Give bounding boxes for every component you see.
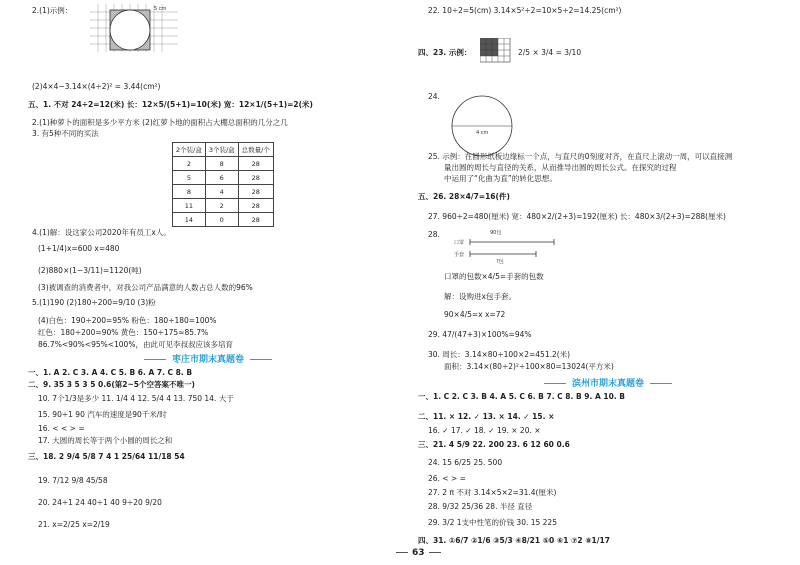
answer-24: 24. [428, 92, 440, 101]
calc-20: 20. 24÷1 24 40÷1 40 9÷20 9/20 [38, 498, 162, 507]
combination-table [172, 142, 274, 227]
answer-28-1: 口罩的包数×4/5=手套的包数 [444, 272, 544, 281]
answer-5-1: 五、1. 不对 24÷2=12(米) 长：12×5/(5+1)=10(米) 宽：12×1/(5+1)=2(米) [28, 100, 313, 109]
answer-30-b: 面积：3.14×(80÷2)²÷100×80=13024(平方米) [444, 362, 614, 371]
page-number: 63 [392, 548, 445, 558]
fill-9: 二、9. 35 3 5 3 5 0.6(第2~5个空答案不唯一) [28, 380, 195, 389]
answer-27: 27. 960÷2=480(厘米) 宽：480×2/(2+3)=192(厘米) 长：480×3/(2+3)=288(厘米) [428, 212, 726, 221]
section-title-zaozhuang: 枣庄市期末真题卷 [138, 352, 278, 365]
answer-4-2: (2)880×(1−3/11)=1120(吨) [38, 266, 142, 275]
answer-30-a: 30. 周长：3.14×80÷100×2=451.2(米) [428, 350, 571, 359]
answer-2-1: 2.(1)示例： [32, 6, 73, 15]
calc-21: 21. x=2/25 x=2/19 [38, 520, 110, 529]
fill-21: 三、21. 4 5/9 22. 200 23. 6 12 60 0.6 [418, 440, 570, 449]
answer-5-stats: 5.(1)190 (2)180÷200=9/10 (3)粉 [32, 298, 156, 307]
answer-28: 28. [428, 230, 440, 239]
figure-label: 5 cm [154, 6, 167, 12]
fill-16: 16. < < > = [38, 424, 85, 433]
svg-text:?包: ?包 [496, 259, 504, 264]
fill-29: 29. 3/2 1支中性笔的价钱 30. 15 225 [428, 518, 557, 527]
svg-text:90包: 90包 [490, 230, 502, 236]
answer-22: 22. 10÷2=5(cm) 3.14×5²÷2=10×5÷2=14.25(cm²) [428, 6, 622, 15]
answer-25-c: 中运用了“化曲为直”的转化思想。 [444, 174, 557, 183]
calc-31: 四、31. ①6/7 ②1/6 ③5/3 ④8/21 ⑤0 ⑥1 ⑦2 ⑧1/17 [418, 536, 610, 545]
judge-16: 16. ✓ 17. ✓ 18. ✓ 19. × 20. × [428, 426, 541, 435]
svg-text:手套: 手套 [454, 252, 465, 258]
svg-text:口罩: 口罩 [454, 240, 465, 246]
answer-5-4a: (4)白色：190÷200=95% 粉色：180÷180=100% [38, 316, 217, 325]
table-row: 14 0 28 [173, 213, 274, 227]
section-title-binzhou: 滨州市期末真题卷 [538, 376, 678, 389]
answer-25-b: 量出圆的周长与直径的关系，从而推导出圆的周长公式。在探究的过程 [444, 163, 677, 172]
answer-2-2: (2)4×4−3.14×(4÷2)² = 3.44(cm²) [32, 82, 161, 91]
answer-29: 29. 47/(47+3)×100%=94% [428, 330, 532, 339]
fill-17: 17. 大圆的周长等于两个小圆的周长之和 [38, 436, 173, 445]
answer-5-4b: 红色：180÷200=90% 黄色：150÷175≈85.7% [38, 328, 209, 337]
fill-10: 10. 7个1/3是多少 11. 1/4 4 12. 5/4 4 13. 750 14. 大于 [38, 394, 234, 403]
fill-26: 26. < > = [428, 474, 466, 483]
answer-25-a: 25. 示例：在圆形纸板边缘标一个点，与直尺的0刻度对齐，在直尺上滚动一周，可以直接测 [428, 152, 733, 161]
table-row: 11 2 28 [173, 199, 274, 213]
answer-4-3: (3)被调查的消费者中，对我公司产品满意的人数占总人数的96% [38, 283, 253, 292]
fill-28: 28. 9/32 25/36 28. 半径 直径 [428, 502, 533, 511]
circle-figure [450, 94, 514, 158]
fill-27: 27. 2 π 不对 3.14×5×2=31.4(厘米) [428, 488, 557, 497]
table-row: 2 8 28 [173, 157, 274, 171]
table-row: 2个装/盒 3个装/盒 总数量/个 [173, 143, 274, 157]
diameter-label: 4 cm [476, 130, 489, 136]
segment-diagram [454, 228, 564, 264]
square-circle-figure [90, 4, 180, 54]
fill-24: 24. 15 6/25 25. 500 [428, 458, 503, 467]
fill-15: 15. 90÷1 90 汽车的速度是90千米/时 [38, 410, 167, 419]
table-row: 8 4 28 [173, 185, 274, 199]
answer-5-4c: 86.7%<90%<95%<100%，由此可见李叔叔应该多培育 [38, 340, 233, 349]
mc-answers: 一、1. A 2. C 3. A 4. C 5. B 6. A 7. C 8. B [28, 368, 193, 377]
answer-28-3: 90×4/5=x x=72 [444, 310, 506, 319]
answer-5-3: 3. 有5种不同的买法 [32, 129, 99, 138]
judge-11: 二、11. × 12. ✓ 13. × 14. ✓ 15. × [418, 412, 555, 421]
answer-23-eq: 2/5 × 3/4 = 3/10 [518, 48, 582, 57]
answer-23: 四、23. 示例： [418, 48, 472, 57]
table-row: 5 6 28 [173, 171, 274, 185]
answer-28-2: 解：设购进x包手套。 [444, 292, 516, 301]
answer-26: 五、26. 28×4/7=16(件) [418, 192, 510, 201]
mc-answers-binzhou: 一、1. C 2. C 3. B 4. A 5. C 6. B 7. C 8. B 9. A 10. B [418, 392, 625, 401]
answer-4-eq: (1+1/4)x=600 x=480 [38, 244, 120, 253]
answer-4-1: 4.(1)解：设这家公司2020年有员工x人。 [32, 228, 171, 237]
calc-19: 19. 7/12 9/8 45/58 [38, 476, 108, 485]
calc-18: 三、18. 2 9/4 5/8 7 4 1 25/64 11/18 54 [28, 452, 185, 461]
answer-5-2: 2.(1)种萝卜的面积是多少平方米 (2)红萝卜地的面积占大棚总面积的几分之几 [32, 118, 288, 127]
shaded-grid-figure [480, 38, 512, 64]
